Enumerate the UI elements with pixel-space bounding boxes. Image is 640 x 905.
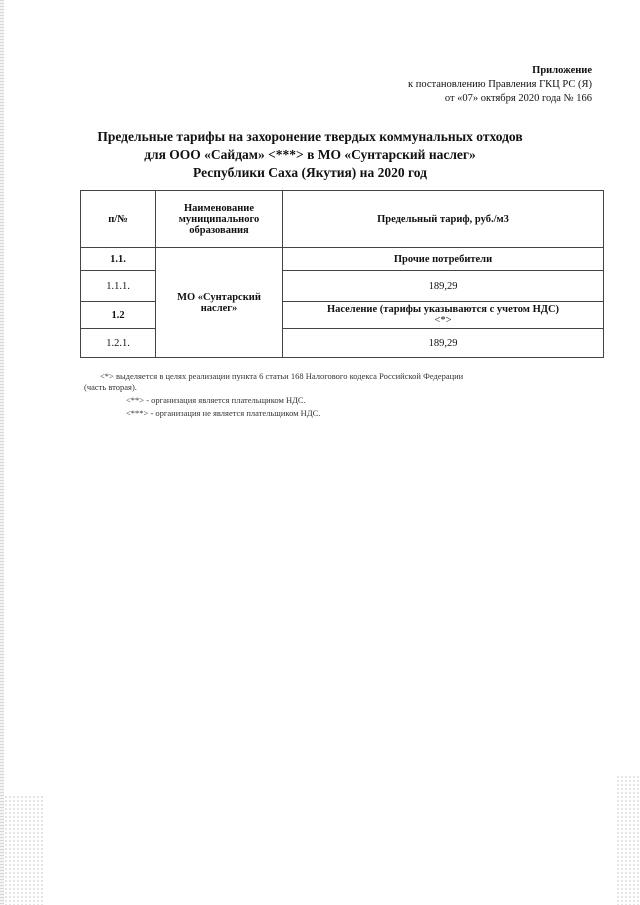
title-line: Предельные тарифы на захоронение твердых коммунальных отходов: [97, 129, 523, 144]
footnote: <***> - организация не является плательщиком НДС.: [126, 408, 321, 418]
appendix-header: [408, 64, 592, 106]
table-row: [81, 248, 604, 271]
title-line: для ООО «Сайдам» <***> в МО «Сунтарский наслег»: [144, 147, 476, 162]
row-value-note: <*>: [434, 315, 452, 326]
footnote: <*> выделяется в целях реализации пункта 6 статьи 168 Налогового кодекса Российской Федерации: [100, 371, 464, 381]
footnote: <**> - организация является плательщиком НДС.: [126, 395, 306, 405]
municipality-cell: МО «Сунтарский наслег»: [156, 248, 283, 358]
scan-edge: [0, 0, 4, 905]
row-number: 1.1.1.: [81, 271, 156, 302]
row-number: 1.1.: [81, 248, 156, 271]
title-line: Республики Саха (Якутия) на 2020 год: [193, 165, 427, 180]
footnote: (часть вторая).: [84, 382, 137, 392]
tariff-table: [80, 190, 604, 358]
header-number: п/№: [81, 191, 156, 248]
header-tariff: Предельный тариф, руб./м3: [283, 191, 604, 248]
row-value: 189,29: [283, 329, 604, 358]
header-municipality: Наименование муниципального образования: [156, 191, 283, 248]
row-value: [283, 302, 604, 329]
row-value-text: Население (тарифы указываются с учетом НДС): [326, 304, 560, 315]
row-number: 1.2: [81, 302, 156, 329]
scan-noise: [4, 795, 44, 905]
row-number: 1.2.1.: [81, 329, 156, 358]
row-value: Прочие потребители: [283, 248, 604, 271]
appendix-date: от «07» октября 2020 года № 166: [444, 93, 592, 104]
appendix-label: Приложение: [532, 65, 592, 76]
table-header-row: [81, 191, 604, 248]
row-value: 189,29: [283, 271, 604, 302]
document-title: [90, 128, 530, 182]
appendix-resolution: к постановлению Правления ГКЦ РС (Я): [408, 79, 592, 90]
scan-noise: [616, 775, 640, 905]
